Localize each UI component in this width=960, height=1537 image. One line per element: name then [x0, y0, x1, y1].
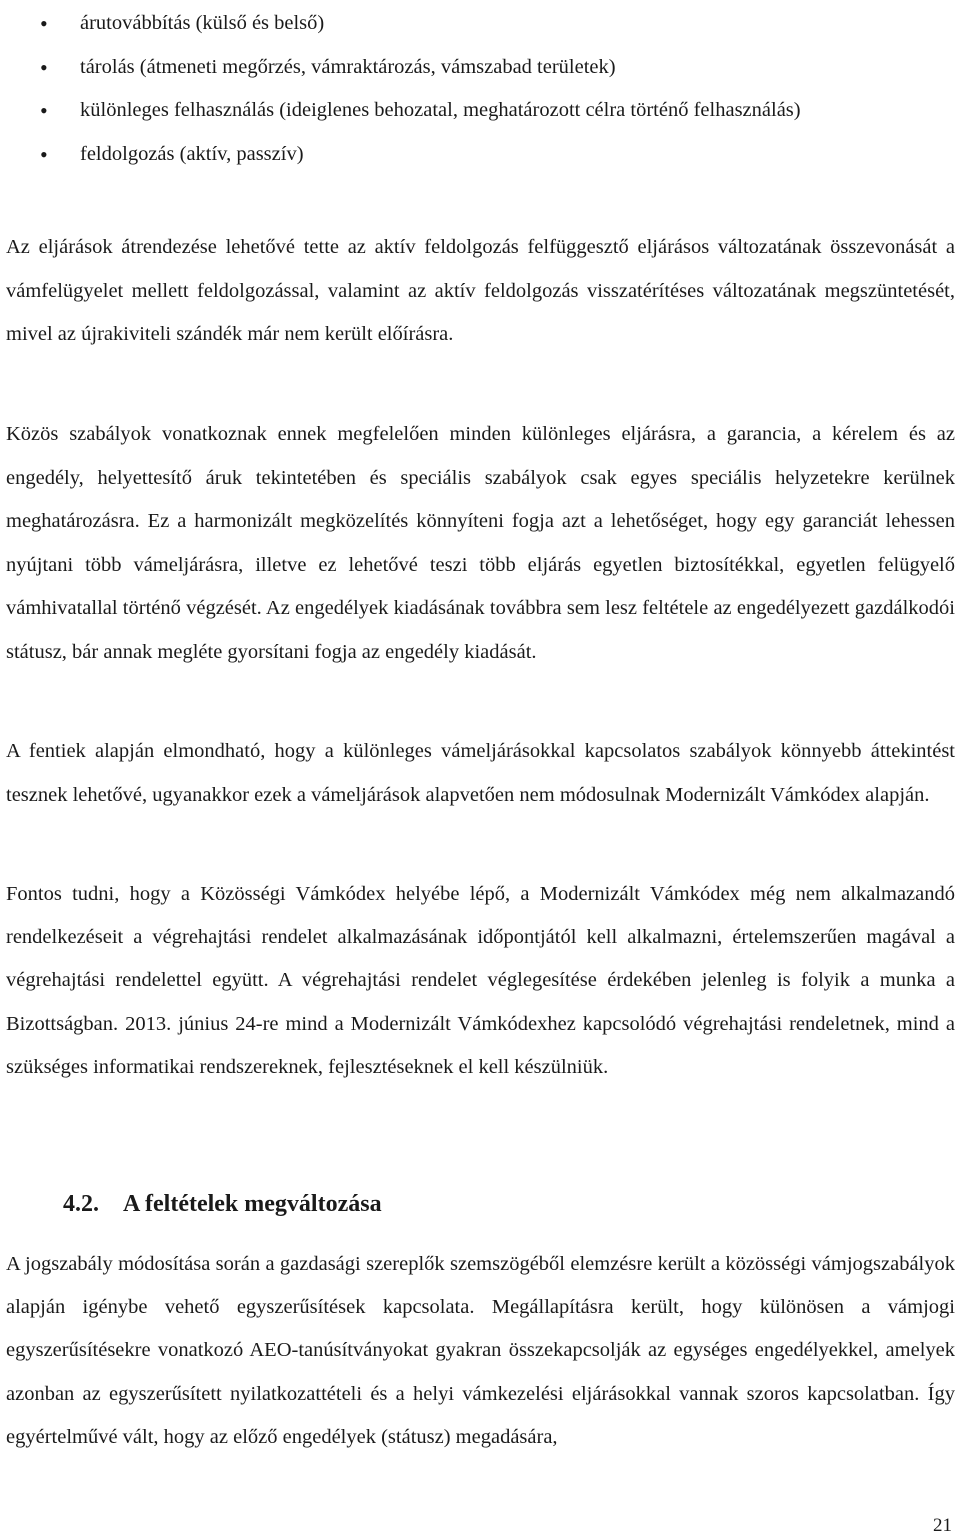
page-number: 21: [933, 1515, 952, 1536]
procedure-type-list: [40, 2, 955, 176]
list-item: • árutovábbítás (külső és belső): [40, 2, 955, 46]
body-paragraph: A jogszabály módosítása során a gazdasági szereplők szemszögéből elemzésre került a közösségi vámjogszabályok alapján igénybe vehető egyszerűsítések kapcsolata. Megállapításra került, hogy különösen a vámjogi egyszerűsítésekre vonatkozó AEO-tanúsítványokat gyakran összekapcsolják az egységes engedélyekkel, amelyek azonban az egyszerűsített nyilatkozattételi és a helyi vámkezelési eljárásokkal vannak szoros kapcsolatban. Így egyértelművé vált, hogy az előző engedélyek (státusz) megadására,: [6, 1253, 955, 1448]
list-item: • tárolás (átmeneti megőrzés, vámraktározás, vámszabad területek): [40, 46, 955, 90]
body-paragraph: Az eljárások átrendezése lehetővé tette az aktív feldolgozás felfüggesztő eljárásos változatának összevonását a vámfelügyelet mellett feldolgozással, valamint az aktív feldolgozás visszatérítéses változatának megszüntetését, mivel az újrakiviteli szándék már nem került előírásra.: [6, 236, 955, 345]
body-paragraph: Közös szabályok vonatkoznak ennek megfelelően minden különleges eljárásra, a garancia, a kérelem és az engedély, helyettesítő áruk tekintetében és speciális szabályok csak egyes speciális helyzetekre kerülnek meghatározásra. Ez a harmonizált megközelítés könnyíteni fogja azt a lehetőséget, hogy egy garanciát lehessen nyújtani több vámeljárásra, illetve ez lehetővé teszi több eljárás egyetlen biztosítékkal, egyetlen felügyelő vámhivatallal történő végzését. Az engedélyek kiadásának továbbra sem lesz feltétele az engedélyezett gazdálkodói státusz, bár annak megléte gyorsítani fogja az engedély kiadását.: [6, 423, 955, 663]
body-paragraph: A fentiek alapján elmondható, hogy a különleges vámeljárásokkal kapcsolatos szabályok könnyebb áttekintést tesznek lehetővé, ugyanakkor ezek a vámeljárások alapvetően nem módosulnak Modernizált Vámkódex alapján.: [6, 740, 955, 806]
body-paragraph: Fontos tudni, hogy a Közösségi Vámkódex helyébe lépő, a Modernizált Vámkódex még nem alkalmazandó rendelkezéseit a végrehajtási rendelet alkalmazásának időpontjától kell alkalmazni, értelemszerűen magával a végrehajtási rendelettel együtt. A végrehajtási rendelet véglegesítése érdekében jelenleg is folyik a munka a Bizottságban. 2013. június 24-re mind a Modernizált Vámkódexhez kapcsolódó végrehajtási rendeletnek, mind a szükséges informatikai rendszereknek, fejlesztéseknek el kell készülniük.: [6, 883, 955, 1078]
section-number: 4.2.: [63, 1191, 99, 1217]
list-item: • feldolgozás (aktív, passzív): [40, 133, 955, 177]
section-title: A feltételek megváltozása: [123, 1191, 382, 1217]
list-item: • különleges felhasználás (ideiglenes behozatal, meghatározott célra történő felhasználás): [40, 89, 955, 133]
section-heading: [63, 1182, 382, 1226]
